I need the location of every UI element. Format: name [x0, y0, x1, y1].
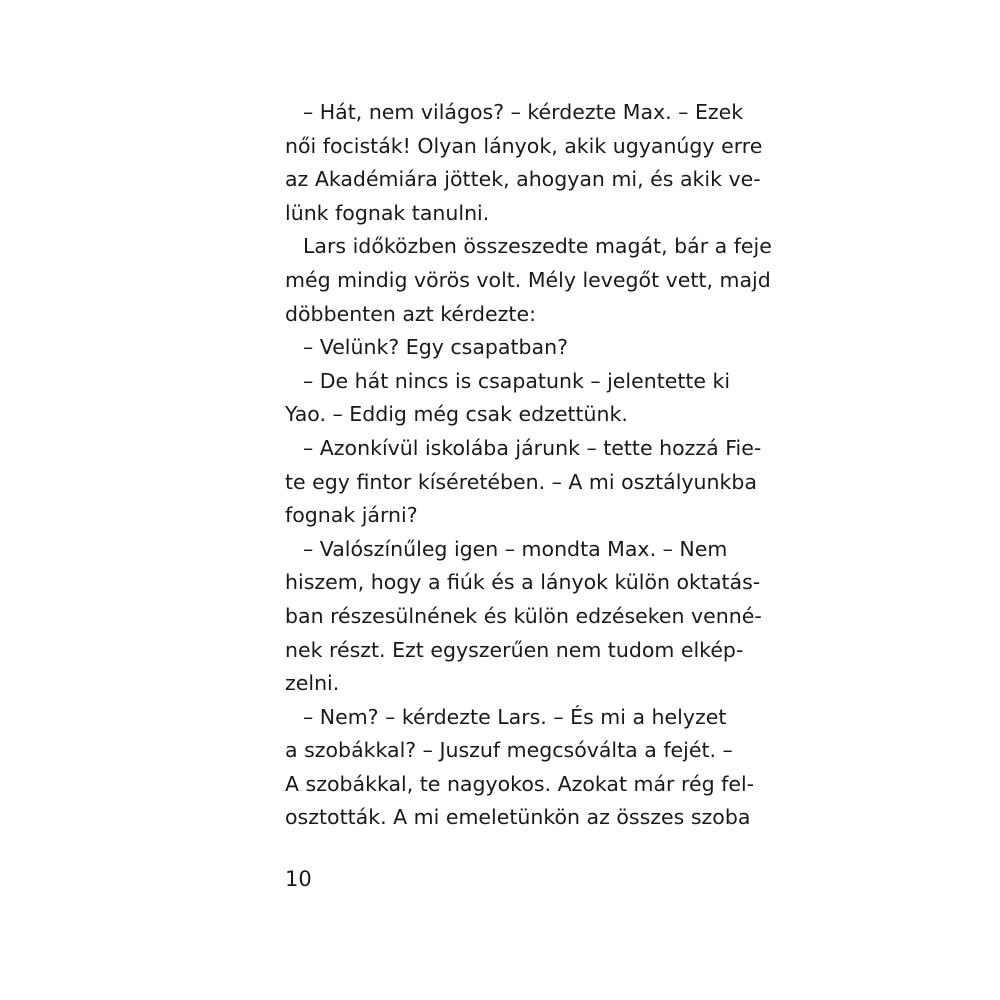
text-line: te egy fintor kíséretében. – A mi osztályunkba	[285, 469, 757, 494]
text-line: döbbenten azt kérdezte:	[285, 301, 536, 326]
text-line: az Akadémiára jöttek, ahogyan mi, és akik ve-	[285, 167, 761, 192]
text-line: – Valószínűleg igen – mondta Max. – Nem	[303, 536, 728, 561]
text-line: – Hát, nem világos? – kérdezte Max. – Ezek	[303, 100, 744, 124]
text-line: lünk fognak tanulni.	[285, 200, 490, 225]
text-line: a szobákkal? – Juszuf megcsóválta a fejét. –	[285, 738, 733, 763]
text-line: még mindig vörös volt. Mély levegőt vett, majd	[285, 267, 771, 292]
text-line: hiszem, hogy a fiúk és a lányok külön oktatás-	[285, 570, 761, 595]
text-line: – Nem? – kérdezte Lars. – És mi a helyzet	[303, 704, 727, 729]
text-line: osztották. A mi emeletünkön az összes szoba	[285, 805, 751, 830]
text-line: Yao. – Eddig még csak edzettünk.	[285, 402, 628, 427]
text-line: ban részesülnének és külön edzéseken venné-	[285, 603, 762, 628]
text-line: – De hát nincs is csapatunk – jelentette ki	[303, 368, 731, 393]
page-number: 10	[285, 867, 312, 891]
text-line: Lars időközben összeszedte magát, bár a feje	[303, 234, 772, 259]
text-line: A szobákkal, te nagyokos. Azokat már rég fel-	[285, 771, 755, 796]
text-line: – Velünk? Egy csapatban?	[303, 335, 568, 360]
body-text	[285, 96, 772, 835]
text-line: nek részt. Ezt egyszerűen nem tudom elkép-	[285, 637, 744, 662]
text-line: zelni.	[285, 671, 340, 696]
text-line: fognak járni?	[285, 503, 418, 528]
text-line: – Azonkívül iskolába járunk – tette hozzá Fie-	[303, 435, 762, 460]
text-line: női focisták! Olyan lányok, akik ugyanúgy erre	[285, 133, 763, 158]
